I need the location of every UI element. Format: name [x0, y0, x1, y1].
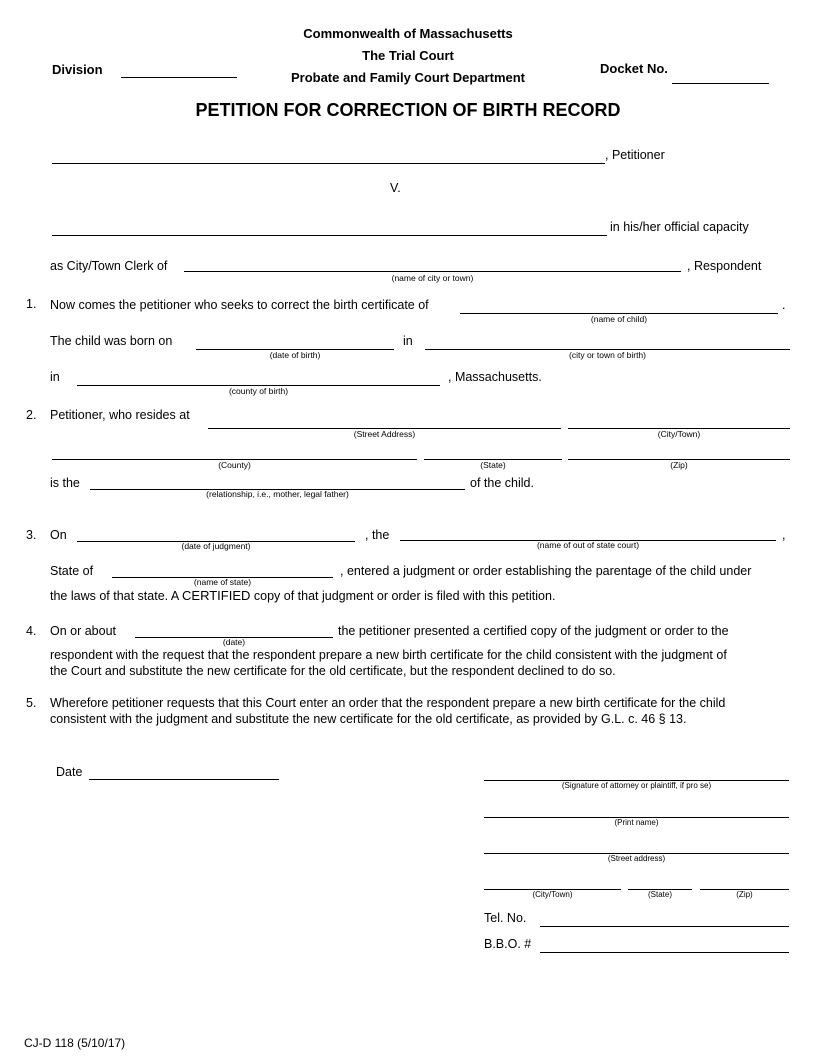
clerk-city-field[interactable] [184, 271, 681, 272]
presented-date-caption: (date) [222, 637, 246, 647]
clerk-city-caption: (name of city or town) [391, 273, 474, 283]
bbo-field[interactable] [540, 952, 789, 953]
para5-number: 5. [26, 696, 37, 710]
of-the-child-label: of the child. [470, 476, 534, 490]
para1-period: . [782, 298, 786, 312]
docket-field[interactable] [672, 83, 769, 84]
street-address-caption: (Street Address) [353, 429, 416, 439]
court-name-caption: (name of out of state court) [536, 540, 640, 550]
in-label-2: in [50, 370, 60, 384]
birth-county-caption: (county of birth) [228, 386, 289, 396]
respondent-name-field[interactable] [52, 235, 607, 236]
division-label: Division [52, 62, 103, 77]
judgment-date-caption: (date of judgment) [181, 541, 251, 551]
header-department: Probate and Family Court Department [290, 70, 526, 85]
para3-text1: , entered a judgment or order establishing the parentage of the child under [340, 564, 752, 578]
judgment-state-caption: (name of state) [193, 577, 252, 587]
para3-number: 3. [26, 528, 37, 542]
versus-label: V. [390, 181, 401, 195]
tel-field[interactable] [540, 926, 789, 927]
para1-text: Now comes the petitioner who seeks to correct the birth certificate of [50, 298, 429, 312]
tel-label: Tel. No. [484, 911, 527, 925]
the-label: , the [365, 528, 390, 542]
dob-caption: (date of birth) [269, 350, 321, 360]
signature-caption: (Signature of attorney or plaintiff, if pro se) [561, 781, 712, 790]
signer-street-caption: (Street address) [607, 854, 666, 863]
para3-comma: , [782, 528, 786, 542]
born-on-label: The child was born on [50, 334, 173, 348]
form-id: CJ-D 118 (5/10/17) [24, 1036, 126, 1050]
signer-state-caption: (State) [647, 890, 672, 899]
para1-number: 1. [26, 297, 37, 311]
on-label: On [50, 528, 67, 542]
signer-city-caption: (City/Town) [532, 890, 573, 899]
residence-zip-caption: (Zip) [670, 460, 688, 470]
respondent-label: , Respondent [687, 259, 762, 273]
petitioner-name-field[interactable] [52, 163, 605, 164]
residence-county-caption: (County) [218, 460, 251, 470]
para2-text: Petitioner, who resides at [50, 408, 190, 422]
signer-zip-caption: (Zip) [736, 890, 753, 899]
bbo-label: B.B.O. # [484, 937, 532, 951]
is-the-label: is the [50, 476, 80, 490]
para3-text2: the laws of that state. A CERTIFIED copy of that judgment or order is filed with this petition. [50, 588, 556, 603]
certified-emphasis: CERTIFIED [182, 588, 251, 603]
residence-city-caption: (City/Town) [657, 429, 701, 439]
para2-number: 2. [26, 408, 37, 422]
state-of-label: State of [50, 564, 94, 578]
para5-text2: consistent with the judgment and substitute the new certificate for the old certificate, as provided by G.L. c. 46 § 13. [50, 712, 687, 726]
relationship-caption: (relationship, i.e., mother, legal father) [206, 489, 349, 499]
date-label: Date [56, 765, 83, 779]
clerk-label: as City/Town Clerk of [50, 259, 168, 273]
header-commonwealth: Commonwealth of Massachusetts [303, 26, 513, 41]
para4-number: 4. [26, 624, 37, 638]
page-title: PETITION FOR CORRECTION OF BIRTH RECORD [195, 100, 621, 120]
date-field[interactable] [89, 779, 279, 780]
birth-city-caption: (city or town of birth) [569, 350, 646, 360]
para5-text1: Wherefore petitioner requests that this Court enter an order that the respondent prepare a new birth certificate for the child [50, 696, 726, 710]
print-name-caption: (Print name) [614, 818, 659, 827]
para4-text1: the petitioner presented a certified copy of the judgment or order to the [338, 624, 729, 638]
on-or-about-label: On or about [50, 624, 117, 638]
division-field[interactable] [121, 77, 237, 78]
official-capacity-label: in his/her official capacity [610, 220, 749, 234]
header-trial-court: The Trial Court [362, 48, 454, 63]
para4-text3: the Court and substitute the new certificate for the old certificate, but the respondent declined to do so. [50, 664, 616, 678]
child-name-caption: (name of child) [590, 314, 648, 324]
petitioner-label: , Petitioner [605, 148, 665, 162]
docket-label: Docket No. [600, 61, 668, 76]
para4-text2: respondent with the request that the respondent prepare a new birth certificate for the child consistent with the judgment of [50, 648, 727, 662]
in-label-1: in [403, 334, 413, 348]
residence-state-caption: (State) [480, 460, 506, 470]
massachusetts-label: , Massachusetts. [448, 370, 542, 384]
